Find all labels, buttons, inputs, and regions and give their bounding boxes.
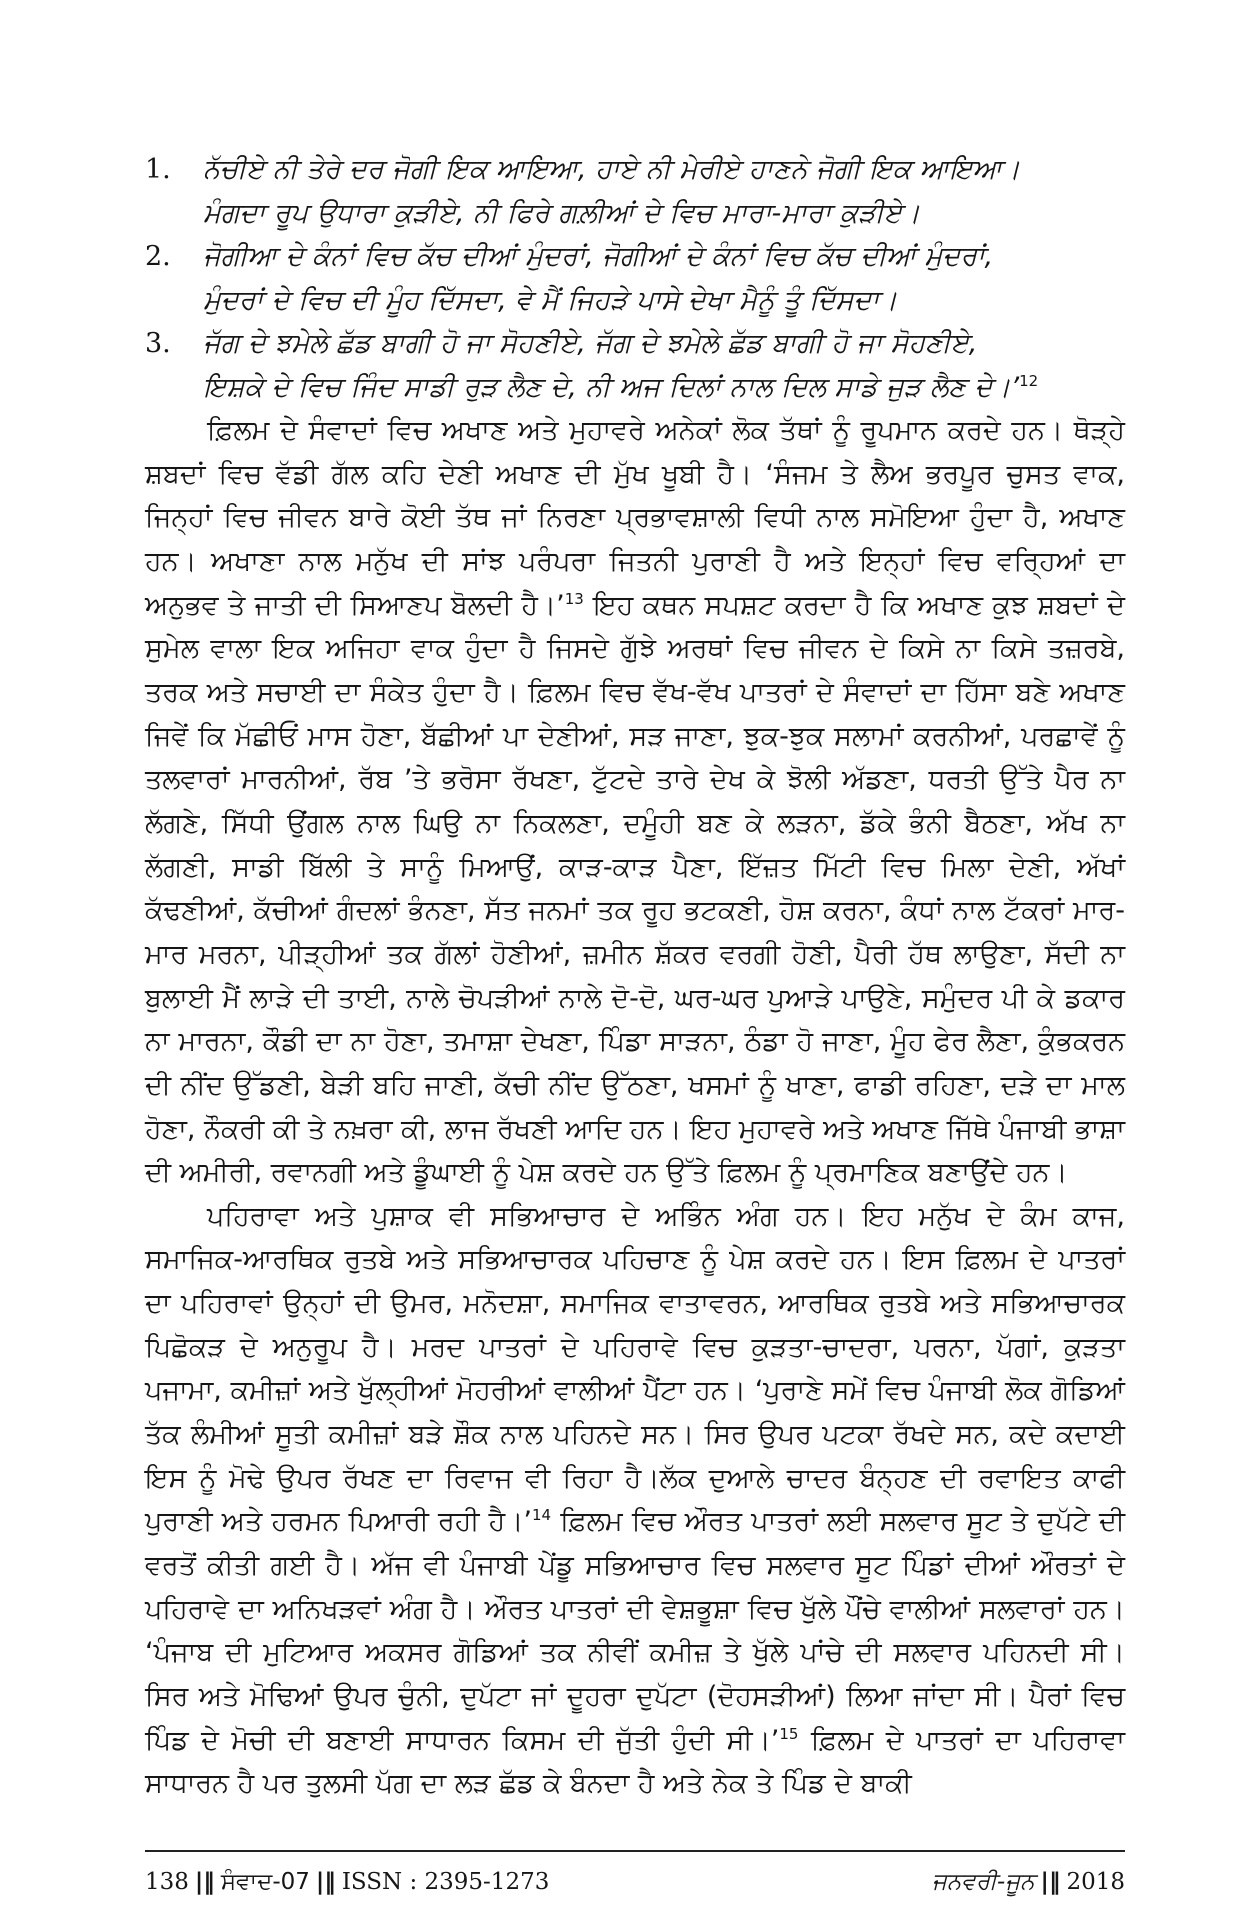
song-verse xyxy=(145,235,1125,322)
verse-line xyxy=(203,235,1125,279)
paragraph-list xyxy=(145,409,1125,1806)
body-paragraph xyxy=(145,409,1125,1195)
song-verse xyxy=(145,322,1125,409)
verse-line-text: ਇਸ਼ਕੇ ਦੇ ਵਿਚ ਜਿੰਦ ਸਾਡੀ ਰੁੜ ਲੈਣ ਦੇ, ਨੀ ਅਜ ਦਿਲਾਂ ਨਾਲ ਦਿਲ ਸਾਡੇ ਜੁੜ ਲੈਣ ਦੇ।’ xyxy=(203,371,1020,403)
page-number: 138 xyxy=(145,1869,189,1895)
verse-line-text: ਮੰਗਦਾ ਰੂਪ ਉਧਾਰਾ ਕੁੜੀਏ, ਨੀ ਫਿਰੇ ਗਲ਼ੀਆਂ ਦੇ ਵਿਚ ਮਾਰਾ-ਮਾਰਾ ਕੁੜੀਏ। xyxy=(203,197,921,229)
footnote-ref: 12 xyxy=(1019,371,1039,390)
verse-line xyxy=(203,366,1125,410)
verse-line xyxy=(203,148,1125,192)
footnote-ref: 15 xyxy=(779,1724,799,1743)
verse-line-text: ਜੋਗੀਆ ਦੇ ਕੰਨਾਂ ਵਿਚ ਕੱਚ ਦੀਆਂ ਮੁੰਦਰਾਂ, ਜੋਗੀਆਂ ਦੇ ਕੰਨਾਂ ਵਿਚ ਕੱਚ ਦੀਆਂ ਮੁੰਦਰਾਂ, xyxy=(203,241,994,272)
issn-number: ISSN : 2395-1273 xyxy=(341,1869,550,1895)
paragraph-text: ਫ਼ਿਲਮ ਦੇ ਸੰਵਾਦਾਂ ਵਿਚ ਅਖਾਣ ਅਤੇ ਮੁਹਾਵਰੇ ਅਨੇਕਾਂ ਲੋਕ ਤੱਥਾਂ ਨੂੰ ਰੂਪਮਾਨ ਕਰਦੇ ਹਨ। ਥੋੜ੍ਹੇ ਸ਼ਬਦਾਂ ਵਿਚ ਵੱਡੀ ਗੱਲ ਕਹਿ ਦੇਣੀ ਅਖਾਣ ਦੀ ਮੁੱਖ ਖੂਬੀ ਹੈ। ‘ਸੰਜਮ ਤੇ ਲੈਅ ਭਰਪੂਰ ਚੁਸਤ ਵਾਕ, ਜਿਨ੍ਹਾਂ ਵਿਚ ਜੀਵਨ ਬਾਰੇ ਕੋਈ ਤੱਥ ਜਾਂ ਨਿਰਣਾ ਪ੍ਰਭਾਵਸ਼ਾਲੀ ਵਿਧੀ ਨਾਲ ਸਮੋਇਆ ਹੁੰਦਾ ਹੈ, ਅਖਾਣ ਹਨ। ਅਖਾਣਾ ਨਾਲ ਮਨੁੱਖ ਦੀ ਸਾਂਝ ਪਰੰਪਰਾ ਜਿਤਨੀ ਪੁਰਾਣੀ ਹੈ ਅਤੇ ਇਨ੍ਹਾਂ ਵਿਚ ਵਰ੍ਹਿਆਂ ਦਾ ਅਨੁਭਵ ਤੇ ਜਾਤੀ ਦੀ ਸਿਆਣਪ ਬੋਲਦੀ ਹੈ।’ xyxy=(145,415,1125,621)
body-paragraph xyxy=(145,1195,1125,1806)
paragraph-text: ਫ਼ਿਲਮ ਦੇ ਪਾਤਰਾਂ ਦਾ ਪਹਿਰਾਵਾ ਸਾਧਾਰਨ ਹੈ ਪਰ ਤੁਲਸੀ ਪੱਗ ਦਾ ਲੜ ਛੱਡ ਕੇ ਬੰਨਦਾ ਹੈ ਅਤੇ ਨੇਕ ਤੇ ਪਿੰਡ ਦੇ ਬਾਕੀ xyxy=(145,1724,1125,1800)
paragraph-text: ਇਹ ਕਥਨ ਸਪਸ਼ਟ ਕਰਦਾ ਹੈ ਕਿ ਅਖਾਣ ਕੁਝ ਸ਼ਬਦਾਂ ਦੇ ਸੁਮੇਲ ਵਾਲਾ ਇਕ ਅਜਿਹਾ ਵਾਕ ਹੁੰਦਾ ਹੈ ਜਿਸਦੇ ਗੁੱਝੇ ਅਰਥਾਂ ਵਿਚ ਜੀਵਨ ਦੇ ਕਿਸੇ ਨਾ ਕਿਸੇ ਤਜ਼ਰਬੇ, ਤਰਕ ਅਤੇ ਸਚਾਈ ਦਾ ਸੰਕੇਤ ਹੁੰਦਾ ਹੈ। ਫ਼ਿਲਮ ਵਿਚ ਵੱਖ-ਵੱਖ ਪਾਤਰਾਂ ਦੇ ਸੰਵਾਦਾਂ ਦਾ ਹਿੱਸਾ ਬਣੇ ਅਖਾਣ ਜਿਵੇਂ ਕਿ ਮੱਛੀਓਂ ਮਾਸ ਹੋਣਾ, ਬੱਛੀਆਂ ਪਾ ਦੇਣੀਆਂ, ਸੜ ਜਾਣਾ, ਝੁਕ-ਝੁਕ ਸਲਾਮਾਂ ਕਰਨੀਆਂ, ਪਰਛਾਵੇਂ ਨੂੰ ਤਲਵਾਰਾਂ ਮਾਰਨੀਆਂ, ਰੱਬ ’ਤੇ ਭਰੋਸਾ ਰੱਖਣਾ, ਟੁੱਟਦੇ ਤਾਰੇ ਦੇਖ ਕੇ ਝੋਲੀ ਅੱਡਣਾ, ਧਰਤੀ ਉੱਤੇ ਪੈਰ ਨਾ ਲੱਗਣੇ, ਸਿੱਧੀ ਉਂਗਲ ਨਾਲ ਘਿਉ ਨਾ ਨਿਕਲਣਾ, ਦਮੂੰਹੀ ਬਣ ਕੇ ਲੜਨਾ, ਡੱਕੇ ਭੰਨੀ ਬੈਠਣਾ, ਅੱਖ ਨਾ ਲੱਗਣੀ, ਸਾਡੀ ਬਿੱਲੀ ਤੇ ਸਾਨੂੰ ਮਿਆਉਂ, ਕਾੜ-ਕਾੜ ਪੈਣਾ, ਇੱਜ਼ਤ ਮਿੱਟੀ ਵਿਚ ਮਿਲਾ ਦੇਣੀ, ਅੱਖਾਂ ਕੱਢਣੀਆਂ, ਕੱਚੀਆਂ ਗੰਦਲਾਂ ਭੰਨਣਾ, ਸੱਤ ਜਨਮਾਂ ਤਕ ਰੂਹ ਭਟਕਣੀ, ਹੋਸ਼ ਕਰਨਾ, ਕੰਧਾਂ ਨਾਲ ਟੱਕਰਾਂ ਮਾਰ-ਮਾਰ ਮਰਨਾ, ਪੀੜ੍ਹੀਆਂ ਤਕ ਗੱਲਾਂ ਹੋਣੀਆਂ, ਜ਼ਮੀਨ ਸ਼ੱਕਰ ਵਰਗੀ ਹੋਣੀ, ਪੈਰੀ ਹੱਥ ਲਾਉਣਾ, ਸੱਦੀ ਨਾ ਬੁਲਾਈ ਮੈਂ ਲਾੜੇ ਦੀ ਤਾਈ, ਨਾਲੇ ਚੋਪੜੀਆਂ ਨਾਲੇ ਦੋ-ਦੋ, ਘਰ-ਘਰ ਪੁਆੜੇ ਪਾਉਣੇ, ਸਮੁੰਦਰ ਪੀ ਕੇ ਡਕਾਰ ਨਾ ਮਾਰਨਾ, ਕੌਡੀ ਦਾ ਨਾ ਹੋਣਾ, ਤਮਾਸ਼ਾ ਦੇਖਣਾ, ਪਿੰਡਾ ਸਾੜਨਾ, ਠੰਡਾ ਹੋ ਜਾਣਾ, ਮੂੰਹ ਫੇਰ ਲੈਣਾ, ਕੁੰਭਕਰਨ ਦੀ ਨੀਂਦ ਉੱਡਣੀ, ਬੇੜੀ ਬਹਿ ਜਾਣੀ, ਕੱਚੀ ਨੀਂਦ ਉੱਠਣਾ, ਖਸਮਾਂ ਨੂੰ ਖਾਣਾ, ਫਾਡੀ ਰਹਿਣਾ, ਦੜੇ ਦਾ ਮਾਲ ਹੋਣਾ, ਨੌਕਰੀ ਕੀ ਤੇ ਨਖ਼ਰਾ ਕੀ, ਲਾਜ ਰੱਖਣੀ ਆਦਿ ਹਨ। ਇਹ ਮੁਹਾਵਰੇ ਅਤੇ ਅਖਾਣ ਜਿੱਥੇ ਪੰਜਾਬੀ ਭਾਸ਼ਾ ਦੀ ਅਮੀਰੀ, ਰਵਾਨਗੀ ਅਤੇ ਡੂੰਘਾਈ ਨੂੰ ਪੇਸ਼ ਕਰਦੇ ਹਨ ਉੱਤੇ ਫ਼ਿਲਮ ਨੂੰ ਪ੍ਰਮਾਣਿਕ ਬਣਾਉਂਦੇ ਹਨ। xyxy=(145,589,1125,1189)
verse-number: 1. xyxy=(145,154,171,185)
verse-list xyxy=(145,148,1125,409)
song-verse xyxy=(145,148,1125,235)
verse-number: 3. xyxy=(145,328,171,359)
verse-line-text: ਨੱਚੀਏ ਨੀ ਤੇਰੇ ਦਰ ਜੋਗੀ ਇਕ ਆਇਆ, ਹਾਏ ਨੀ ਮੇਰੀਏ ਹਾਣਨੇ ਜੋਗੀ ਇਕ ਆਇਆ। xyxy=(203,154,1021,185)
footer-left xyxy=(145,1864,549,1900)
footer-right xyxy=(932,1864,1125,1900)
verse-line xyxy=(203,322,1125,366)
paragraph-text: ਫ਼ਿਲਮ ਵਿਚ ਔਰਤ ਪਾਤਰਾਂ ਲਈ ਸਲਵਾਰ ਸੂਟ ਤੇ ਦੁਪੱਟੇ ਦੀ ਵਰਤੋਂ ਕੀਤੀ ਗਈ ਹੈ। ਅੱਜ ਵੀ ਪੰਜਾਬੀ ਪੇਂਡੂ ਸਭਿਆਚਾਰ ਵਿਚ ਸਲਵਾਰ ਸੂਟ ਪਿੰਡਾਂ ਦੀਆਂ ਔਰਤਾਂ ਦੇ ਪਹਿਰਾਵੇ ਦਾ ਅਨਿਖੜਵਾਂ ਅੰਗ ਹੈ। ਔਰਤ ਪਾਤਰਾਂ ਦੀ ਵੇਸ਼ਭੂਸ਼ਾ ਵਿਚ ਖੁੱਲੇ ਪੌਂਚੇ ਵਾਲੀਆਂ ਸਲਵਾਰਾਂ ਹਨ। ‘ਪੰਜਾਬ ਦੀ ਮੁਟਿਆਰ ਅਕਸਰ ਗੋਡਿਆਂ ਤਕ ਨੀਵੀਂ ਕਮੀਜ਼ ਤੇ ਖੁੱਲੇ ਪਾਂਚੇ ਦੀ ਸਲਵਾਰ ਪਹਿਨਦੀ ਸੀ। ਸਿਰ ਅਤੇ ਮੋਢਿਆਂ ਉਪਰ ਚੁੰਨੀ, ਦੁਪੱਟਾ ਜਾਂ ਦੂਹਰਾ ਦੁਪੱਟਾ (ਦੋਹਸੜੀਆਂ) ਲਿਆ ਜਾਂਦਾ ਸੀ। ਪੈਰਾਂ ਵਿਚ ਪਿੰਡ ਦੇ ਮੋਚੀ ਦੀ ਬਣਾਈ ਸਾਧਾਰਨ ਕਿਸਮ ਦੀ ਜੁੱਤੀ ਹੁੰਦੀ ਸੀ।’ xyxy=(145,1506,1125,1756)
verse-line-text: ਜੱਗ ਦੇ ਝਮੇਲੇ ਛੱਡ ਬਾਗੀ ਹੋ ਜਾ ਸੋਹਣੀਏ, ਜੱਗ ਦੇ ਝਮੇਲੇ ਛੱਡ ਬਾਗੀ ਹੋ ਜਾ ਸੋਹਣੀਏ, xyxy=(203,328,978,359)
footer-separator: |‖ xyxy=(315,1869,336,1895)
footer-separator: |‖ xyxy=(194,1869,215,1895)
footer-separator: |‖ xyxy=(1040,1869,1061,1895)
footer-rule xyxy=(145,1850,1125,1852)
issue-period: ਜਨਵਰੀ-ਜੂਨ xyxy=(931,1869,1035,1895)
verse-line-text: ਮੁੰਦਰਾਂ ਦੇ ਵਿਚ ਦੀ ਮੂੰਹ ਦਿੱਸਦਾ, ਵੇ ਮੈਂ ਜਿਹੜੇ ਪਾਸੇ ਦੇਖਾ ਮੈਨੂੰ ਤੂੰ ਦਿੱਸਦਾ। xyxy=(203,284,898,316)
verse-line xyxy=(203,279,1125,323)
issue-year: 2018 xyxy=(1066,1869,1125,1895)
footnote-ref: 14 xyxy=(532,1506,552,1525)
page-footer xyxy=(145,1864,1125,1900)
paragraph-text: ਪਹਿਰਾਵਾ ਅਤੇ ਪੁਸ਼ਾਕ ਵੀ ਸਭਿਆਚਾਰ ਦੇ ਅਭਿੰਨ ਅੰਗ ਹਨ। ਇਹ ਮਨੁੱਖ ਦੇ ਕੰਮ ਕਾਜ, ਸਮਾਜਿਕ-ਆਰਥਿਕ ਰੁਤਬੇ ਅਤੇ ਸਭਿਆਚਾਰਕ ਪਹਿਚਾਣ ਨੂੰ ਪੇਸ਼ ਕਰਦੇ ਹਨ। ਇਸ ਫ਼ਿਲਮ ਦੇ ਪਾਤਰਾਂ ਦਾ ਪਹਿਰਾਵਾਂ ਉਨ੍ਹਾਂ ਦੀ ਉਮਰ, ਮਨੋਦਸ਼ਾ, ਸਮਾਜਿਕ ਵਾਤਾਵਰਨ, ਆਰਥਿਕ ਰੁਤਬੇ ਅਤੇ ਸਭਿਆਚਾਰਕ ਪਿਛੋਕੜ ਦੇ ਅਨੁਰੂਪ ਹੈ। ਮਰਦ ਪਾਤਰਾਂ ਦੇ ਪਹਿਰਾਵੇ ਵਿਚ ਕੁੜਤਾ-ਚਾਦਰਾ, ਪਰਨਾ, ਪੱਗਾਂ, ਕੁੜਤਾ ਪਜਾਮਾ, ਕਮੀਜ਼ਾਂ ਅਤੇ ਖੁੱਲ੍ਹੀਆਂ ਮੋਹਰੀਆਂ ਵਾਲੀਆਂ ਪੈਂਟਾ ਹਨ। ‘ਪੁਰਾਣੇ ਸਮੇਂ ਵਿਚ ਪੰਜਾਬੀ ਲੋਕ ਗੋਡਿਆਂ ਤੱਕ ਲੰਮੀਆਂ ਸੂਤੀ ਕਮੀਜ਼ਾਂ ਬੜੇ ਸ਼ੌਕ ਨਾਲ ਪਹਿਨਦੇ ਸਨ। ਸਿਰ ਉਪਰ ਪਟਕਾ ਰੱਖਦੇ ਸਨ, ਕਦੇ ਕਦਾਈ ਇਸ ਨੂੰ ਮੋਢੇ ਉਪਰ ਰੱਖਣ ਦਾ ਰਿਵਾਜ ਵੀ ਰਿਹਾ ਹੈ।ਲੱਕ ਦੁਆਲੇ ਚਾਦਰ ਬੰਨ੍ਹਣ ਦੀ ਰਵਾਇਤ ਕਾਫੀ ਪੁਰਾਣੀ ਅਤੇ ਹਰਮਨ ਪਿਆਰੀ ਰਹੀ ਹੈ।’ xyxy=(145,1200,1126,1538)
verse-number: 2. xyxy=(145,241,171,272)
footnote-ref: 13 xyxy=(564,589,584,608)
body-text xyxy=(145,148,1125,1806)
verse-line xyxy=(203,192,1125,236)
journal-name: ਸੰਵਾਦ-07 xyxy=(220,1869,310,1895)
